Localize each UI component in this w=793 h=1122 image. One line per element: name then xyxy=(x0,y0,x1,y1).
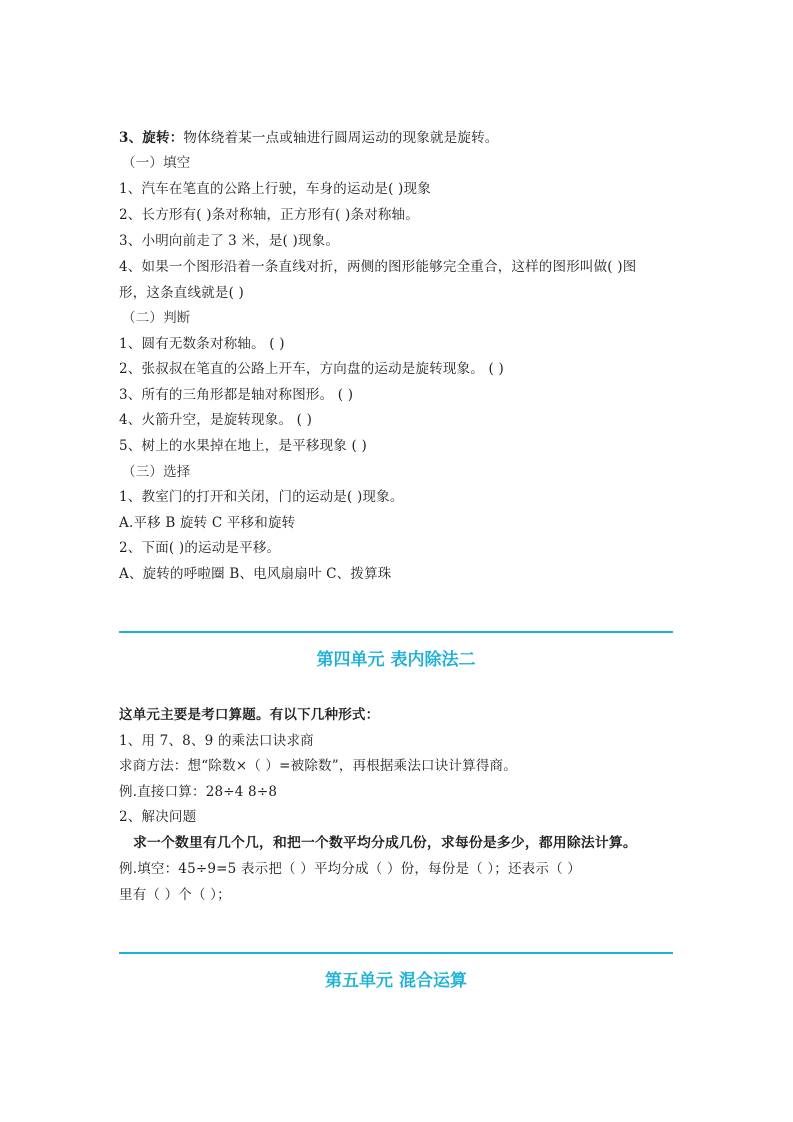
fill-item-4-cont: 形，这条直线就是( ) xyxy=(119,285,245,301)
unit5-heading: 第五单元 混合运算 xyxy=(325,971,467,991)
choice-item-1-options: A.平移 B 旋转 C 平移和旋转 xyxy=(119,515,296,531)
rotation-def-text: 物体绕着某一点或轴进行圆周运动的现象就是旋转。 xyxy=(183,130,499,146)
fill-item-1: 1、汽车在笔直的公路上行驶，车身的运动是( )现象 xyxy=(119,181,431,197)
choice-item-1: 1、教室门的打开和关闭，门的运动是( )现象。 xyxy=(119,489,404,505)
judge-item-3: 3、所有的三角形都是轴对称图形。 ( ) xyxy=(119,387,354,403)
unit4-heading: 第四单元 表内除法二 xyxy=(316,650,476,670)
judge-item-2: 2、张叔叔在笔直的公路上开车，方向盘的运动是旋转现象。 ( ) xyxy=(119,361,504,377)
fill-item-4: 4、如果一个图形沿着一条直线对折，两侧的图形能够完全重合，这样的图形叫做( )图 xyxy=(119,259,637,275)
fill-blank-title: （一）填空 xyxy=(122,155,191,171)
judge-title: （二）判断 xyxy=(122,310,191,326)
judge-item-5: 5、树上的水果掉在地上，是平移现象 ( ) xyxy=(119,438,367,454)
judge-item-4: 4、火箭升空，是旋转现象。 ( ) xyxy=(119,412,313,428)
fill-item-3: 3、小明向前走了 3 米，是( )现象。 xyxy=(119,233,340,249)
unit4-line-1: 1、用 7、8、9 的乘法口诀求商 xyxy=(119,733,314,749)
unit4-line-3: 例.直接口算：28÷4 8÷8 xyxy=(119,784,278,800)
unit4-example-1: 例.填空：45÷9=5 表示把（ ）平均分成（ ）份，每份是（ ）；还表示（ ） xyxy=(119,861,581,877)
unit4-divider xyxy=(119,631,673,633)
rotation-term: 3、旋转： xyxy=(119,130,184,146)
unit4-intro: 这单元主要是考口算题。有以下几种形式： xyxy=(119,707,380,723)
unit4-example-2: 里有（ ）个（ ）； xyxy=(119,887,231,903)
judge-item-1: 1、圆有无数条对称轴。 ( ) xyxy=(119,336,285,352)
unit4-line-4: 2、解决问题 xyxy=(119,809,197,825)
rotation-definition xyxy=(119,129,679,147)
choice-item-2-options: A、旋转的呼啦圈 B、电风扇扇叶 C、拨算珠 xyxy=(119,566,392,582)
choice-item-2: 2、下面( )的运动是平移。 xyxy=(119,540,281,556)
fill-item-2: 2、长方形有( )条对称轴，正方形有( )条对称轴。 xyxy=(119,207,419,223)
unit4-line-2: 求商方法：想“除数×（ ）=被除数”，再根据乘法口诀计算得商。 xyxy=(119,758,517,774)
unit5-divider xyxy=(119,952,673,954)
choice-title: （三）选择 xyxy=(122,464,191,480)
unit4-rule: 求一个数里有几个几，和把一个数平均分成几份，求每份是多少，都用除法计算。 xyxy=(133,835,637,851)
